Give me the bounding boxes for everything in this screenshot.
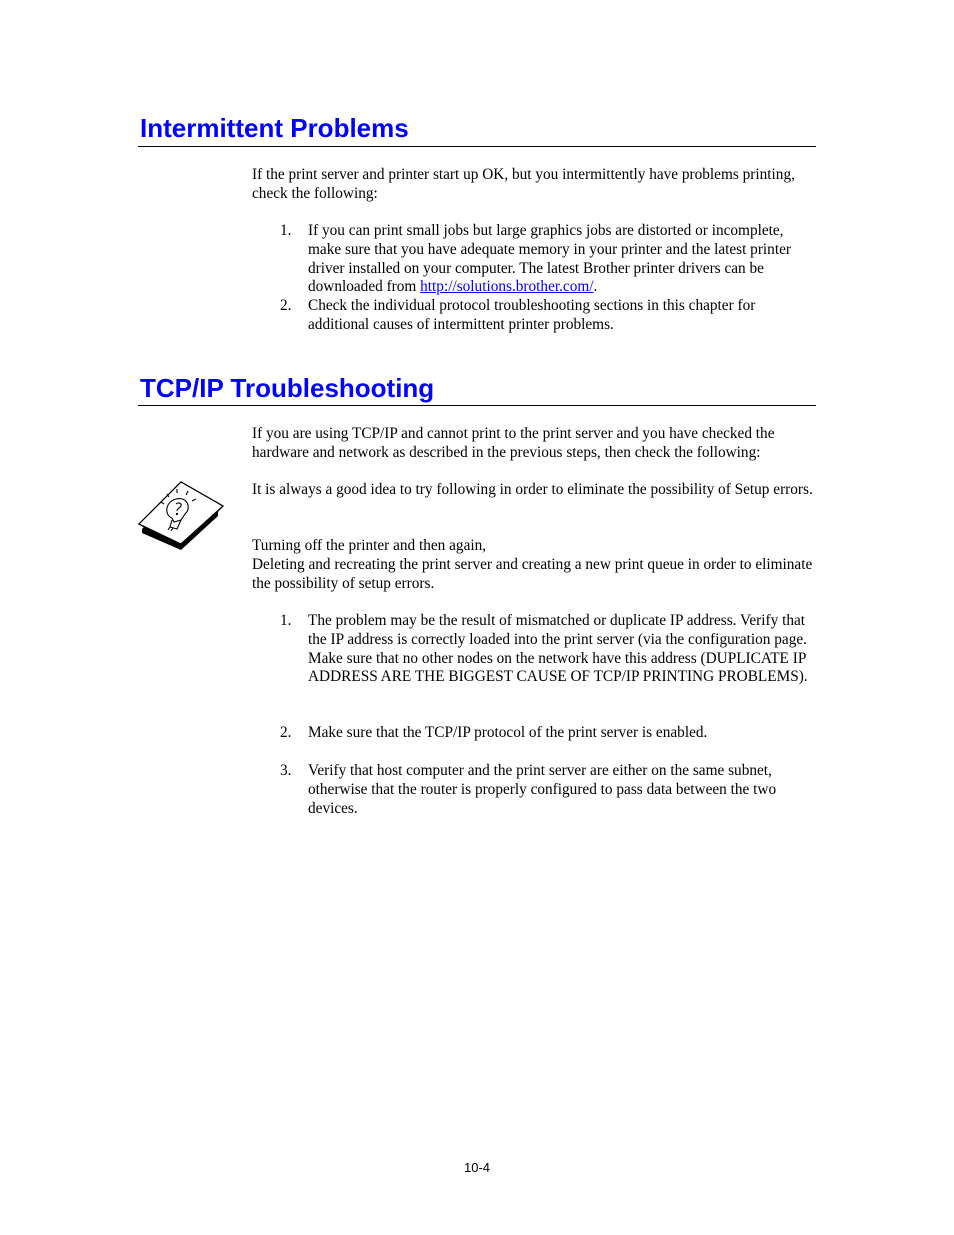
setup-steps — [252, 537, 820, 593]
list-item-number: 2. — [280, 724, 292, 741]
heading-rule — [138, 146, 816, 147]
list-item-text: The problem may be the result of mismatched or duplicate IP address. Verify that the IP address is correctly loaded into the print server (via the configuration page. Make sure that no other nodes on the network have this address (DUPLICATE IP ADDRESS ARE THE BIGGEST CAUSE OF TCP/IP PRINTING PROBLEMS). — [308, 612, 808, 686]
setup-step-line: Deleting and recreating the print server and creating a new print queue in order to eliminate the possibility of setup errors. — [252, 555, 813, 592]
solutions-brother-link[interactable]: http://solutions.brother.com/ — [420, 278, 594, 296]
list-item-number: 1. — [280, 222, 292, 239]
list-item-text-after: . — [593, 278, 598, 296]
list-item-number: 1. — [280, 612, 292, 629]
list-item — [280, 297, 820, 335]
page-number: 10-4 — [463, 1160, 491, 1175]
section2-intro: If you are using TCP/IP and cannot print to the print server and you have checked the hardware and network as described in the previous steps, then check the following: — [252, 425, 775, 461]
list-item-text: Check the individual protocol troubleshooting sections in this chapter for additional causes of intermittent printer problems. — [308, 297, 756, 333]
list-item — [280, 762, 820, 818]
list-item-text-before: If you can print small jobs but large graphics jobs are distorted or incomplete, make sure that you have adequate memory in your printer and the latest printer driver installed on your computer. The latest Brother printer drivers can be downloaded from — [308, 222, 791, 296]
list-item-number: 2. — [280, 297, 292, 314]
section1-intro: If the print server and printer start up OK, but you intermittently have problems printing, check the following: — [252, 166, 795, 202]
heading-rule — [138, 405, 816, 406]
setup-step-line: Turning off the printer and then again, — [252, 537, 487, 554]
list-item — [280, 612, 820, 687]
list-item-text: Make sure that the TCP/IP protocol of the print server is enabled. — [308, 724, 708, 741]
section-heading-intermittent-problems: Intermittent Problems — [140, 113, 409, 143]
note-text: It is always a good idea to try following in order to eliminate the possibility of Setup errors. — [252, 481, 813, 498]
list-item-number: 3. — [280, 762, 292, 779]
list-item-text — [308, 222, 820, 297]
section-heading-tcpip-troubleshooting: TCP/IP Troubleshooting — [140, 373, 435, 403]
list-item-text: Verify that host computer and the print server are either on the same subnet, otherwise that the router is properly configured to pass data between the two devices. — [308, 762, 777, 817]
list-item — [280, 222, 820, 297]
note-lightbulb-icon — [134, 478, 226, 550]
list-item — [280, 724, 820, 743]
